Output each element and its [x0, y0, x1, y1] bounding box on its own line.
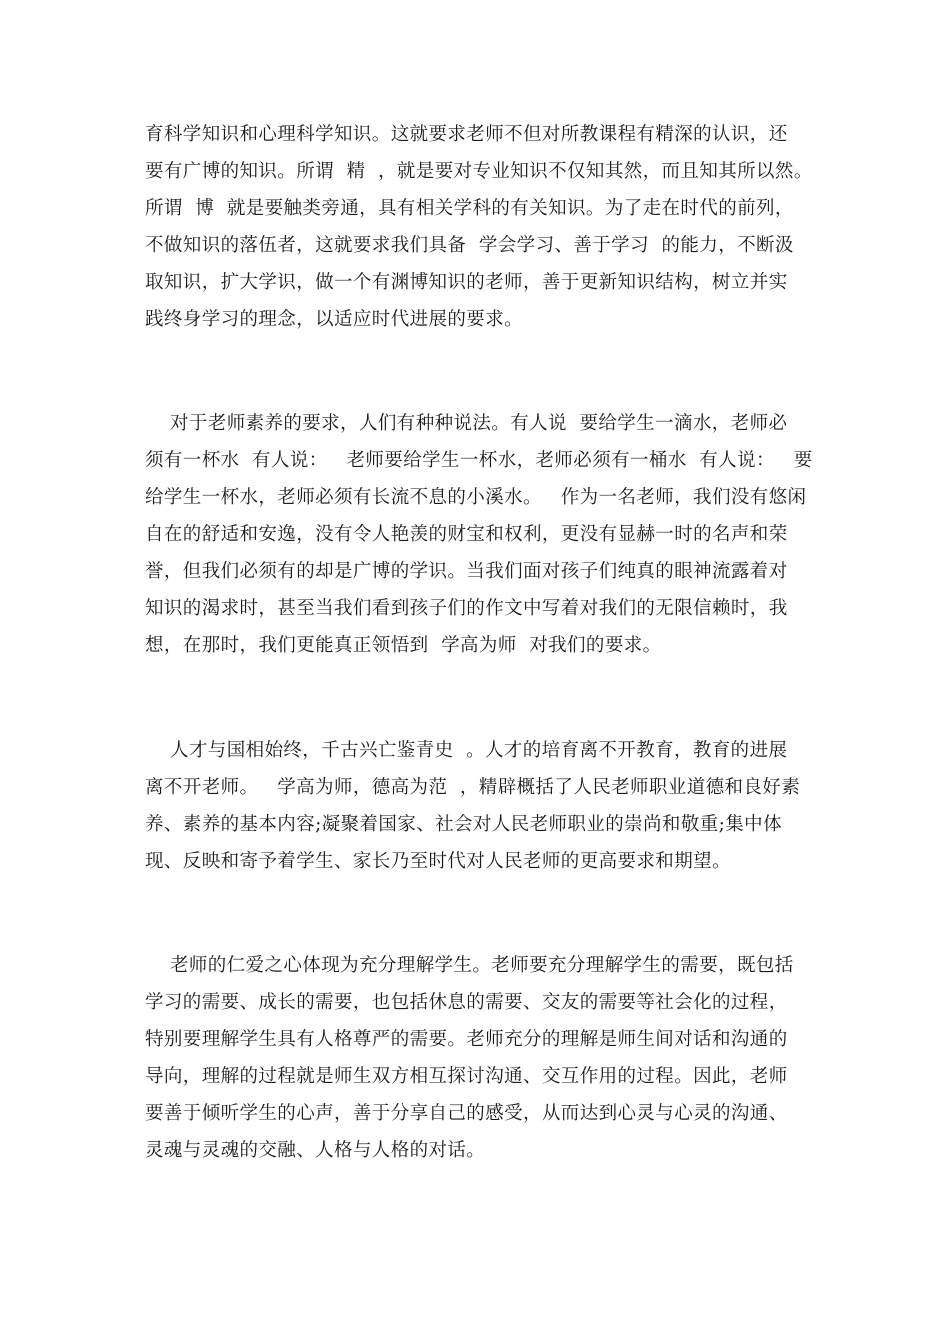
paragraph-1-line-3: 所谓 博 就是要触类旁通，具有相关学科的有关知识。为了走在时代的前列， [145, 198, 794, 219]
paragraph-3-line-3: 养、素养的基本内容;凝聚着国家、社会对人民老师职业的崇尚和敬重;集中体 [145, 814, 782, 835]
paragraph-4-line-6: 灵魂与灵魂的交融、人格与人格的对话。 [145, 1140, 486, 1161]
paragraph-2-line-4: 自在的舒适和安逸，没有令人艳羡的财宝和权利，更没有显赫一时的名声和荣 [145, 524, 788, 545]
paragraph-4-line-1: 老师的仁爱之心体现为充分理解学生。老师要充分理解学生的需要，既包括 [170, 955, 794, 976]
paragraph-3-line-1: 人才与国相始终，千古兴亡鉴青史 。人才的培育离不开教育，教育的进展 [170, 740, 788, 761]
paragraph-3-line-2: 离不开老师。 学高为师，德高为范 ，精辟概括了人民老师职业道德和良好素 [145, 777, 801, 798]
paragraph-1-line-6: 践终身学习的理念，以适应时代进展的要求。 [145, 309, 524, 330]
paragraph-3-line-4: 现、反映和寄予着学生、家长乃至时代对人民老师的更高要求和期望。 [145, 851, 731, 872]
paragraph-4-line-5: 要善于倾听学生的心声，善于分享自己的感受，从而达到心灵与心灵的沟通、 [145, 1103, 788, 1124]
paragraph-1-line-1: 育科学知识和心理科学知识。这就要求老师不但对所教课程有精深的认识，还 [145, 124, 788, 145]
paragraph-2-line-5: 誉，但我们必须有的却是广博的学识。当我们面对孩子们纯真的眼神流露着对 [145, 561, 788, 582]
paragraph-4-line-3: 特别要理解学生具有人格尊严的需要。老师充分的理解是师生间对话和沟通的 [145, 1029, 788, 1050]
paragraph-2-line-7: 想，在那时，我们更能真正领悟到 学高为师 对我们的要求。 [145, 635, 662, 656]
paragraph-1-line-4: 不做知识的落伍者，这就要求我们具备 学会学习、善于学习 的能力，不断汲 [145, 235, 794, 256]
paragraph-2-line-2: 须有一杯水 有人说： 老师要给学生一杯水，老师必须有一桶水 有人说： 要 [145, 450, 813, 471]
paragraph-1-line-5: 取知识，扩大学识，做一个有渊博知识的老师，善于更新知识结构，树立并实 [145, 272, 788, 293]
paragraph-2-line-1: 对于老师素养的要求，人们有种种说法。有人说 要给学生一滴水，老师必 [170, 413, 788, 434]
paragraph-2-line-6: 知识的渴求时，甚至当我们看到孩子们的作文中写着对我们的无限信赖时，我 [145, 598, 788, 619]
paragraph-4-line-4: 导向，理解的过程就是师生双方相互探讨沟通、交互作用的过程。因此，老师 [145, 1066, 788, 1087]
paragraph-4-line-2: 学习的需要、成长的需要，也包括休息的需要、交友的需要等社会化的过程， [145, 992, 788, 1013]
paragraph-2-line-3: 给学生一杯水，老师必须有长流不息的小溪水。 作为一名老师，我们没有悠闲 [145, 487, 807, 508]
paragraph-1-line-2: 要有广博的知识。所谓 精 ，就是要对专业知识不仅知其然，而且知其所以然。 [145, 161, 813, 182]
